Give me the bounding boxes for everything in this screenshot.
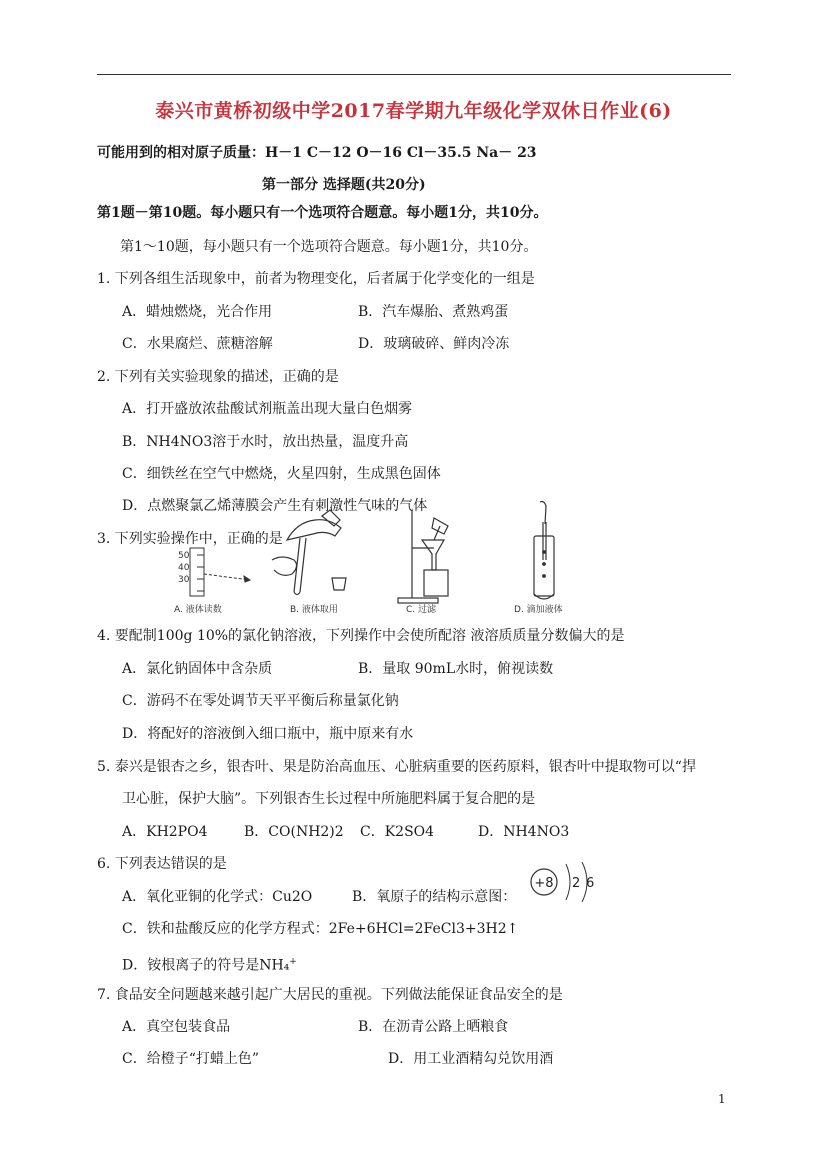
question-1-option-b: B．汽车爆胎、煮熟鸡蛋 [358,304,509,320]
question-6-option-d [122,953,297,975]
atomic-mass-note: 可能用到的相对原子质量：H－1 C－12 O－16 Cl－35.5 Na－ 23 [97,145,537,161]
question-1-option-c: C．水果腐烂、蔗糖溶解 [122,336,273,352]
cylinder-tick-40: 40 [178,563,190,573]
document-title: 泰兴市黄桥初级中学2017春学期九年级化学双休日作业(6) [155,100,672,122]
question-5-option-d: D．NH4NO3 [478,824,570,840]
question-7-option-b: B．在沥青公路上晒粮食 [358,1019,509,1035]
figure-d-dropper [534,502,554,600]
figure-caption-d: D. 滴加液体 [514,605,563,614]
cylinder-tick-30: 30 [178,575,190,585]
atom-nucleus-label: +8 [534,876,554,891]
question-5-stem-line2: 卫心脏，保护大脑”。下列银杏生长过程中所施肥料属于复合肥的是 [122,791,536,807]
figure-c-filtration [398,510,448,603]
ammonium-charge: + [289,957,297,967]
question-2-option-d: D．点燃聚氯乙烯薄膜会产生有刺激性气味的气体 [122,498,428,514]
part1-heading: 第一部分 选择题(共20分) [262,177,426,193]
question-1-option-a: A．蜡烛燃烧，光合作用 [122,304,273,320]
question-7-option-a: A．真空包装食品 [122,1019,231,1035]
header-rule [97,74,731,75]
question-4-stem: 4. 要配制100g 10%的氯化钠溶液，下列操作中会使所配溶 液溶质质量分数偏大的是 [97,628,625,644]
question-5-option-c: C．K2SO4 [360,824,435,840]
question-4-option-d: D．将配好的溶液倒入细口瓶中，瓶中原来有水 [122,726,414,742]
question-5-stem-line1: 5. 泰兴是银杏之乡，银杏叶、果是防治高血压、心脏病重要的医药原料，银杏叶中提取物可以“捍 [97,759,696,775]
figure-caption-b: B. 液体取用 [290,605,338,614]
figure-caption-a: A. 液体读数 [174,605,222,614]
question-2-option-a: A．打开盛放浓盐酸试剂瓶盖出现大量白色烟雾 [122,401,413,417]
cylinder-tick-50: 50 [178,551,190,561]
question-3-stem: 3. 下列实验操作中，正确的是 [97,531,283,547]
question-5-option-b: B．CO(NH2)2 [244,824,344,840]
question-4-option-a: A．氯化钠固体中含杂质 [122,661,273,677]
oxygen-atom-diagram [528,860,608,910]
question-2-stem: 2. 下列有关实验现象的描述，正确的是 [97,369,339,385]
question-1-stem: 1. 下列各组生活现象中，前者为物理变化，后者属于化学变化的一组是 [97,271,535,287]
question-3-figures [172,500,592,614]
figure-caption-c: C. 过滤 [406,605,437,614]
question-6-option-c: C．铁和盐酸反应的化学方程式：2Fe+6HCl=2FeCl3+3H2↑ [122,921,519,937]
question-4-option-b: B．量取 90mL水时，俯视读数 [358,661,554,677]
question-6-stem: 6. 下列表达错误的是 [97,856,227,872]
question-7-option-d: D．用工业酒精勾兑饮用酒 [388,1051,554,1067]
part1-instruction-bold: 第1题－第10题。每小题只有一个选项符合题意。每小题1分，共10分。 [97,205,548,221]
question-6-option-d-text: D．铵根离子的符号是NH₄ [122,957,290,974]
question-6-option-a: A．氧化亚铜的化学式：Cu2O [122,889,313,905]
atom-shell-1: 2 [572,876,581,891]
question-2-option-c: C．细铁丝在空气中燃烧，火星四射，生成黑色固体 [122,466,441,482]
question-2-option-b: B．NH4NO3溶于水时，放出热量，温度升高 [122,434,409,450]
atom-shell-2: 6 [586,876,595,891]
page-number: 1 [718,1092,726,1106]
figure-b-pouring [272,510,346,595]
question-5-option-a: A．KH2PO4 [122,824,208,840]
question-1-option-d: D．玻璃破碎、鲜肉冷冻 [358,336,510,352]
question-6-option-b: B．氧原子的结构示意图： [352,889,517,905]
part1-instruction: 第1～10题，每小题只有一个选项符合题意。每小题1分，共10分。 [120,239,538,255]
question-7-option-c: C．给橙子“打蜡上色” [122,1051,260,1067]
question-7-stem: 7. 食品安全问题越来越引起广大居民的重视。下列做法能保证食品安全的是 [97,987,563,1003]
question-4-option-c: C．游码不在零处调节天平平衡后称量氯化钠 [122,693,399,709]
figure-a-cylinder [190,548,250,596]
